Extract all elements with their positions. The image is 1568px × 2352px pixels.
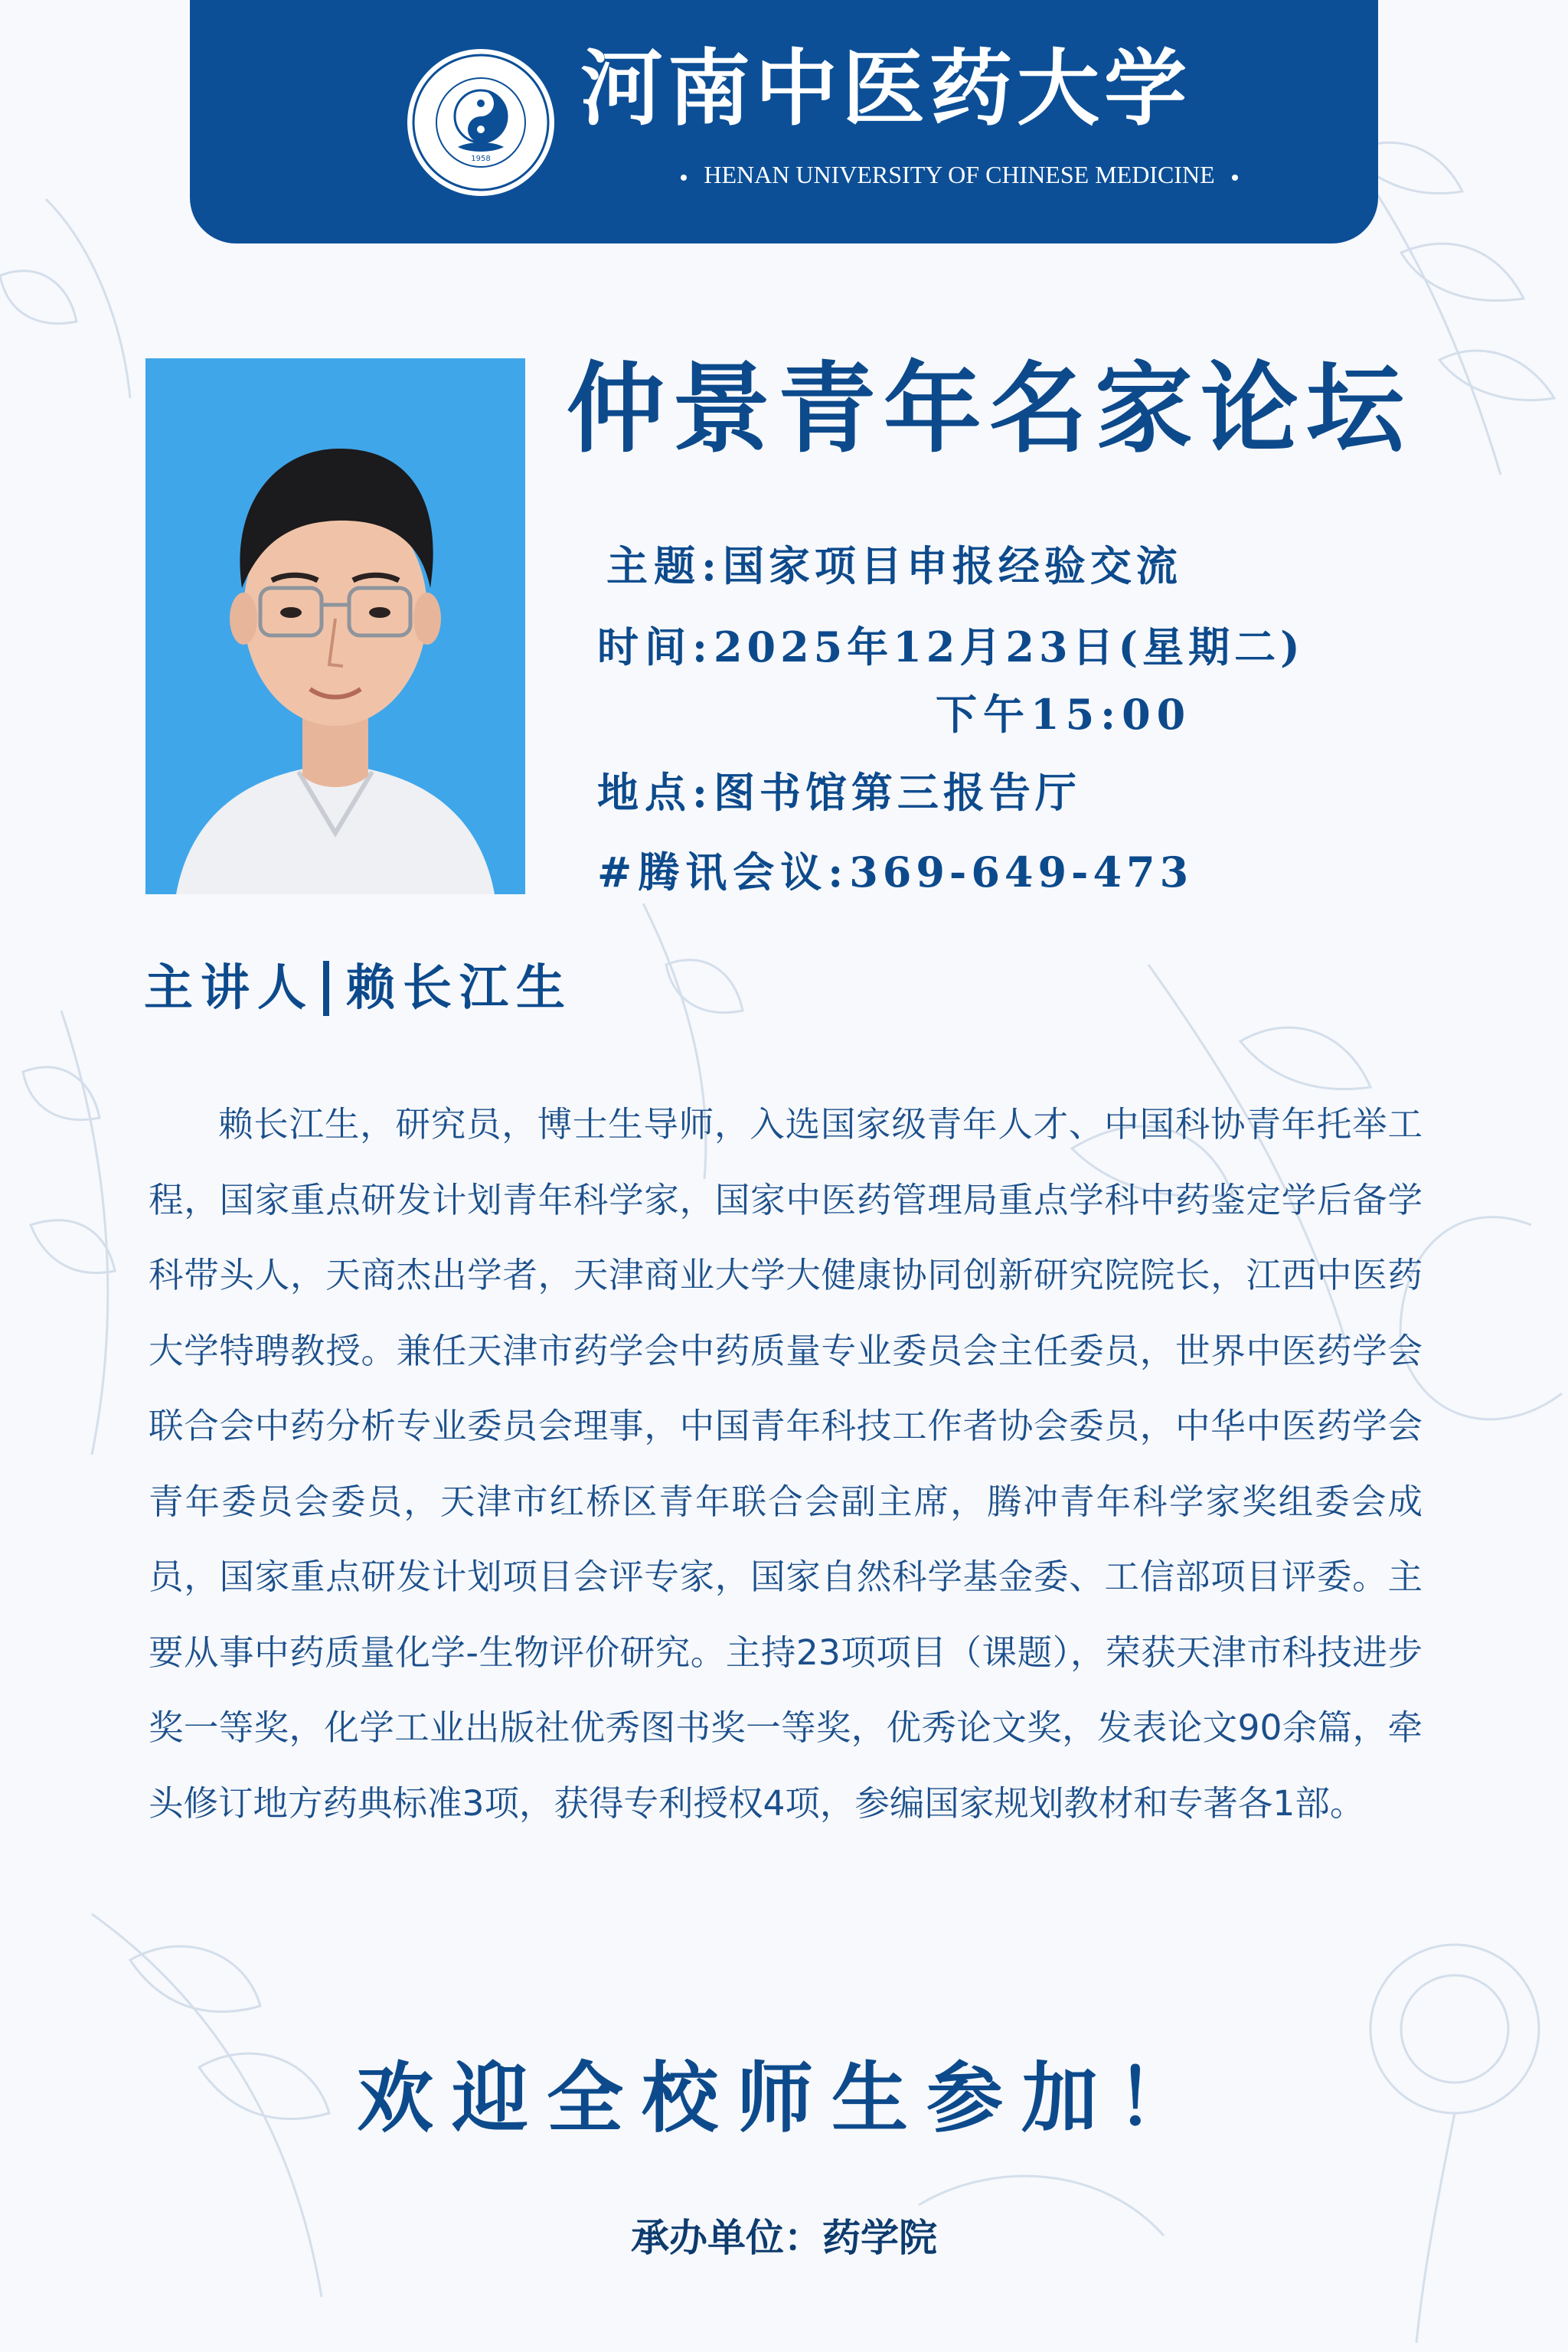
place-row (597, 768, 1081, 817)
welcome-message: 欢迎全校师生参加！ (357, 2053, 1211, 2143)
speaker-portrait-image (145, 358, 525, 894)
meeting-label: #腾讯会议: (597, 848, 850, 897)
time-row (597, 622, 1305, 671)
speaker-name: 赖长江生 (346, 959, 573, 1017)
university-name-cn: 河南中医药大学 (580, 41, 1192, 137)
forum-title: 仲景青年名家论坛 (567, 351, 1413, 466)
time-value: 2025年12月23日(星期二) (713, 622, 1305, 671)
divider-bar (323, 961, 329, 1016)
speaker-photo (145, 358, 525, 894)
meeting-row (597, 848, 1194, 897)
university-emblem-icon (404, 46, 557, 199)
speaker-label: 主讲人 (144, 959, 314, 1017)
meeting-id: 369-649-473 (849, 848, 1194, 897)
university-header (190, 0, 1378, 243)
topic-label: 主题: (606, 541, 723, 590)
place-value: 图书馆第三报告厅 (713, 768, 1081, 817)
speaker-heading (144, 961, 573, 1016)
host-unit: 承办单位：药学院 (631, 2216, 937, 2260)
university-name-en: HENAN UNIVERSITY OF CHINESE MEDICINE (584, 162, 1334, 187)
topic-value: 国家项目申报经验交流 (722, 541, 1182, 590)
place-label: 地点: (597, 768, 714, 817)
time-value-afternoon: 下午15:00 (936, 690, 1192, 739)
speaker-biography: 赖长江生，研究员，博士生导师，入选国家级青年人才、中国科协青年托举工程，国家重点研发计划青年科学家，国家中医药管理局重点学科中药鉴定学后备学科带头人，天商杰出学者，天津商业大学大健康协同创新研究院院长，江西中医药大学特聘教授。兼任天津市药学会中药质量专业委员会主任委员，世界中医药学会联合会中药分析专业委员会理事，中国青年科技工作者协会委员，中华中医药学会青年委员会委员，天津市红桥区青年联合会副主席，腾冲青年科学家奖组委会成员，国家重点研发计划项目会评专家，国家自然科学基金委、工信部项目评委。主要从事中药质量化学-生物评价研究。主持23项项目（课题），荣获天津市科技进步奖一等奖，化学工业出版社优秀图书奖一等奖，优秀论文奖，发表论文90余篇，牵头修订地方药典标准3项，获得专利授权4项，参编国家规划教材和专著各1部。 (149, 1104, 1423, 1824)
svg-text:1958: 1958 (471, 155, 491, 163)
topic-row (606, 541, 1182, 590)
time-label: 时间: (597, 622, 714, 671)
